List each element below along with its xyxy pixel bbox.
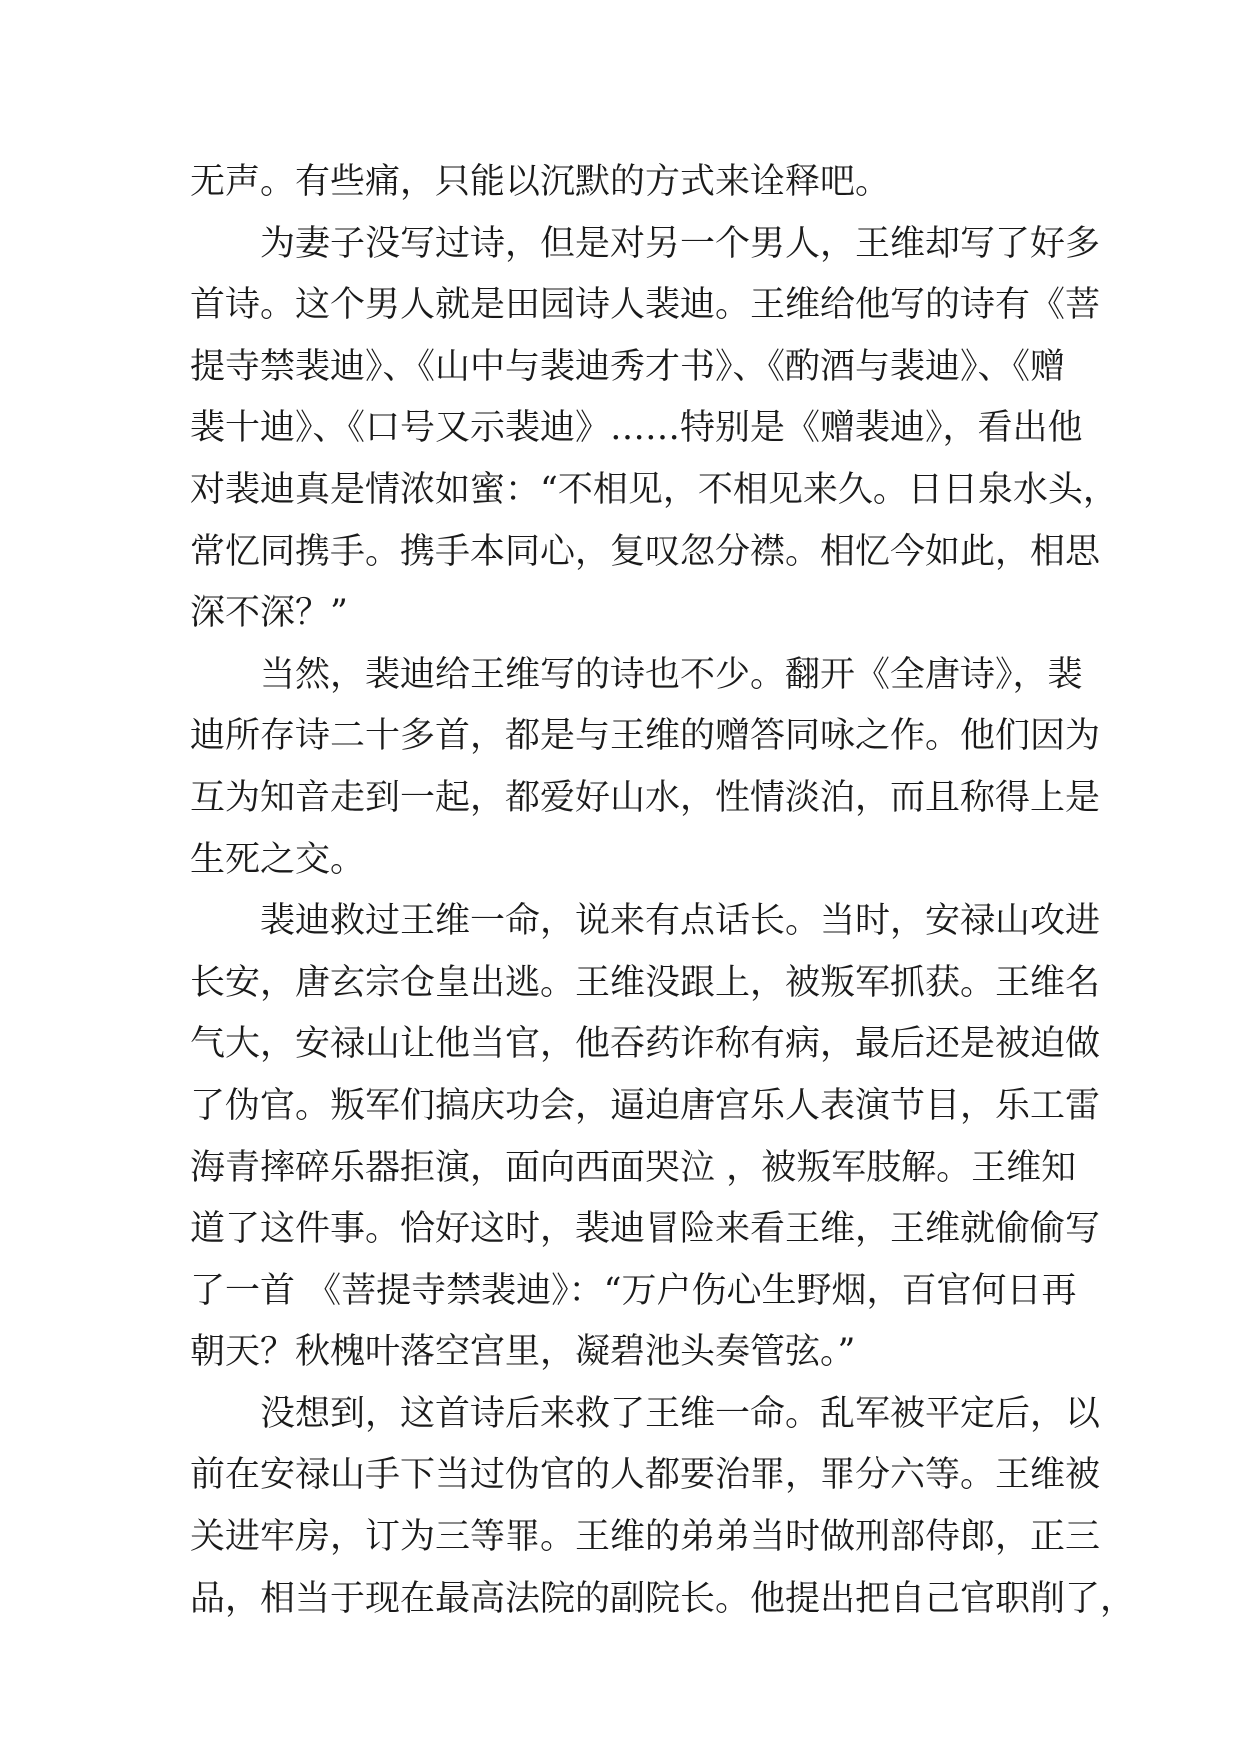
text-line: 裴十迪》、《口号又示裴迪》……特别是《赠裴迪》，看出他 bbox=[190, 408, 1083, 449]
text-line: 海青摔碎乐器拒演，面向西面哭泣 ，被叛军肢解。王维知 bbox=[190, 1147, 1077, 1188]
text-line: 关进牢房，订为三等罪。王维的弟弟当时做刑部侍郎，正三 bbox=[190, 1517, 1101, 1558]
text-line: 品，相当于现在最高法院的副院长。他提出把自己官职削了， bbox=[190, 1578, 1136, 1619]
text-line: 道了这件事。恰好这时，裴迪冒险来看王维，王维就偷偷写 bbox=[190, 1209, 1101, 1250]
text-line: 了伪官。叛军们搞庆功会，逼迫唐宫乐人表演节目，乐工雷 bbox=[190, 1085, 1101, 1126]
text-line: 首诗。这个男人就是田园诗人裴迪。王维给他写的诗有《菩 bbox=[190, 285, 1101, 326]
text-line: 气大，安禄山让他当官，他吞药诈称有病，最后还是被迫做 bbox=[190, 1024, 1101, 1065]
text-line: 无声。有些痛，只能以沉默的方式来诠释吧。 bbox=[190, 162, 891, 202]
text-line: 对裴迪真是情浓如蜜：“不相见，不相见来久。日日泉水头， bbox=[190, 469, 1118, 510]
text-line: 朝天？秋槐叶落空宫里，凝碧池头奏管弦。” bbox=[190, 1332, 856, 1373]
text-line: 长安，唐玄宗仓皇出逃。王维没跟上，被叛军抓获。王维名 bbox=[190, 962, 1101, 1003]
text-line: 没想到，这首诗后来救了王维一命。乱军被平定后，以 bbox=[260, 1393, 1101, 1434]
body-text bbox=[190, 152, 1136, 1630]
text-line: 生死之交。 bbox=[190, 839, 366, 880]
text-line: 了一首 《菩提寺禁裴迪》：“万户伤心生野烟，百官何日再 bbox=[190, 1270, 1077, 1311]
text-line: 迪所存诗二十多首，都是与王维的赠答同咏之作。他们因为 bbox=[190, 716, 1101, 757]
text-line: 裴迪救过王维一命，说来有点话长。当时，安禄山攻进 bbox=[260, 901, 1101, 942]
text-line: 常忆同携手。携手本同心，复叹忽分襟。相忆今如此，相思 bbox=[190, 531, 1101, 572]
text-line: 前在安禄山手下当过伪官的人都要治罪，罪分六等。王维被 bbox=[190, 1455, 1101, 1496]
text-line: 提寺禁裴迪》、《山中与裴迪秀才书》、《酌酒与裴迪》、《赠 bbox=[190, 346, 1066, 387]
text-line: 深不深？” bbox=[190, 593, 348, 634]
text-line: 互为知音走到一起，都爱好山水，性情淡泊，而且称得上是 bbox=[190, 777, 1101, 818]
text-line: 为妻子没写过诗，但是对另一个男人，王维却写了好多 bbox=[260, 223, 1101, 264]
text-line: 当然，裴迪给王维写的诗也不少。翻开《全唐诗》，裴 bbox=[260, 654, 1083, 695]
